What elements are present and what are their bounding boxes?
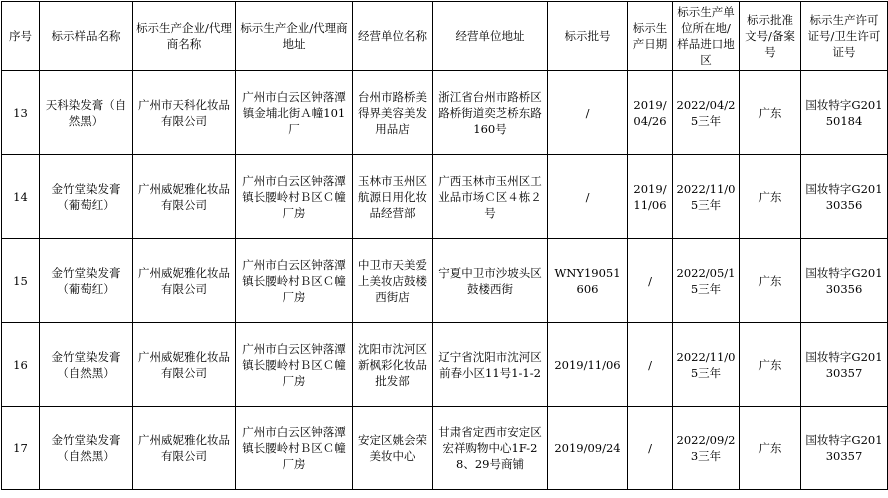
cell-company-address: 广州市白云区钟落潭镇金埔北街Ａ幢101厂 [236, 71, 353, 155]
header-row [2, 2, 888, 71]
cell-batch: 2019/09/24 [548, 407, 628, 490]
cell-license: 国妆特字G20150184 [801, 71, 888, 155]
cell-dealer-address: 浙江省台州市路桥区路桥街道奕芝桥东路160号 [433, 71, 548, 155]
cell-region: 2022/11/05三年 [673, 323, 740, 407]
cell-sample-name: 金竹堂染发膏（自然黑） [40, 407, 133, 490]
cell-dealer-address: 广西玉林市玉州区工业品市场Ｃ区４栋２号 [433, 155, 548, 239]
cell-license: 国妆特字G20130356 [801, 239, 888, 323]
header-production-date: 标示生产日期 [628, 2, 673, 71]
cell-sample-name: 天科染发膏（自然黑） [40, 71, 133, 155]
cell-dealer-name: 中卫市天美爱上美妆店鼓楼西街店 [353, 239, 433, 323]
cell-region: 2022/11/05三年 [673, 155, 740, 239]
cell-sample-name: 金竹堂染发膏（自然黑） [40, 323, 133, 407]
header-region: 标示生产单位所在地/样品进口地区 [673, 2, 740, 71]
cell-batch: / [548, 71, 628, 155]
cell-company: 广州威妮雅化妆品有限公司 [133, 407, 236, 490]
cell-batch: WNY19051606 [548, 239, 628, 323]
header-license: 标示生产许可证号/卫生许可证号 [801, 2, 888, 71]
cell-license: 国妆特字G20130357 [801, 323, 888, 407]
cell-production-date: 2019/11/06 [628, 155, 673, 239]
cell-production-date: / [628, 407, 673, 490]
cell-index: 17 [2, 407, 40, 490]
cell-dealer-name: 台州市路桥美得界美容美发用品店 [353, 71, 433, 155]
cell-production-date: / [628, 239, 673, 323]
cell-approval: 广东 [740, 407, 801, 490]
cell-region: 2022/09/23三年 [673, 407, 740, 490]
cell-production-date: 2019/04/26 [628, 71, 673, 155]
cell-dealer-name: 沈阳市沈河区新枫彩化妆品批发部 [353, 323, 433, 407]
sample-table [1, 1, 888, 490]
cell-approval: 广东 [740, 71, 801, 155]
cell-approval: 广东 [740, 239, 801, 323]
cell-dealer-name: 安定区姚会荣美妆中心 [353, 407, 433, 490]
cell-company: 广州威妮雅化妆品有限公司 [133, 239, 236, 323]
cell-license: 国妆特字G20130357 [801, 407, 888, 490]
cell-dealer-name: 玉林市玉州区航源日用化妆品经营部 [353, 155, 433, 239]
header-company-address: 标示生产企业/代理商地址 [236, 2, 353, 71]
header-company: 标示生产企业/代理商名称 [133, 2, 236, 71]
cell-dealer-address: 甘肃省定西市安定区宏祥购物中心1F-28、29号商铺 [433, 407, 548, 490]
table-row [2, 239, 888, 323]
cell-region: 2022/05/15三年 [673, 239, 740, 323]
header-approval: 标示批准文号/备案号 [740, 2, 801, 71]
cell-dealer-address: 辽宁省沈阳市沈河区前春小区11号1-1-2 [433, 323, 548, 407]
table-row [2, 155, 888, 239]
table-row [2, 323, 888, 407]
cell-index: 15 [2, 239, 40, 323]
header-sample-name: 标示样品名称 [40, 2, 133, 71]
header-dealer-name: 经营单位名称 [353, 2, 433, 71]
cell-approval: 广东 [740, 323, 801, 407]
cell-company-address: 广州市白云区钟落潭镇长腰岭村Ｂ区Ｃ幢厂房 [236, 239, 353, 323]
cell-company: 广州市天科化妆品有限公司 [133, 71, 236, 155]
cell-company: 广州威妮雅化妆品有限公司 [133, 155, 236, 239]
cell-index: 16 [2, 323, 40, 407]
cell-index: 14 [2, 155, 40, 239]
cell-company-address: 广州市白云区钟落潭镇长腰岭村Ｂ区Ｃ幢厂房 [236, 323, 353, 407]
cell-dealer-address: 宁夏中卫市沙坡头区鼓楼西街 [433, 239, 548, 323]
table-row [2, 407, 888, 490]
cell-company: 广州威妮雅化妆品有限公司 [133, 323, 236, 407]
header-batch: 标示批号 [548, 2, 628, 71]
cell-company-address: 广州市白云区钟落潭镇长腰岭村Ｂ区Ｃ幢厂房 [236, 155, 353, 239]
header-index: 序号 [2, 2, 40, 71]
table-row [2, 71, 888, 155]
cell-sample-name: 金竹堂染发膏（葡萄红） [40, 239, 133, 323]
cell-index: 13 [2, 71, 40, 155]
cell-production-date: / [628, 323, 673, 407]
cell-company-address: 广州市白云区钟落潭镇长腰岭村Ｂ区Ｃ幢厂房 [236, 407, 353, 490]
cell-license: 国妆特字G20130356 [801, 155, 888, 239]
header-dealer-address: 经营单位地址 [433, 2, 548, 71]
cell-approval: 广东 [740, 155, 801, 239]
cell-batch: / [548, 155, 628, 239]
cell-sample-name: 金竹堂染发膏（葡萄红） [40, 155, 133, 239]
cell-region: 2022/04/25三年 [673, 71, 740, 155]
cell-batch: 2019/11/06 [548, 323, 628, 407]
